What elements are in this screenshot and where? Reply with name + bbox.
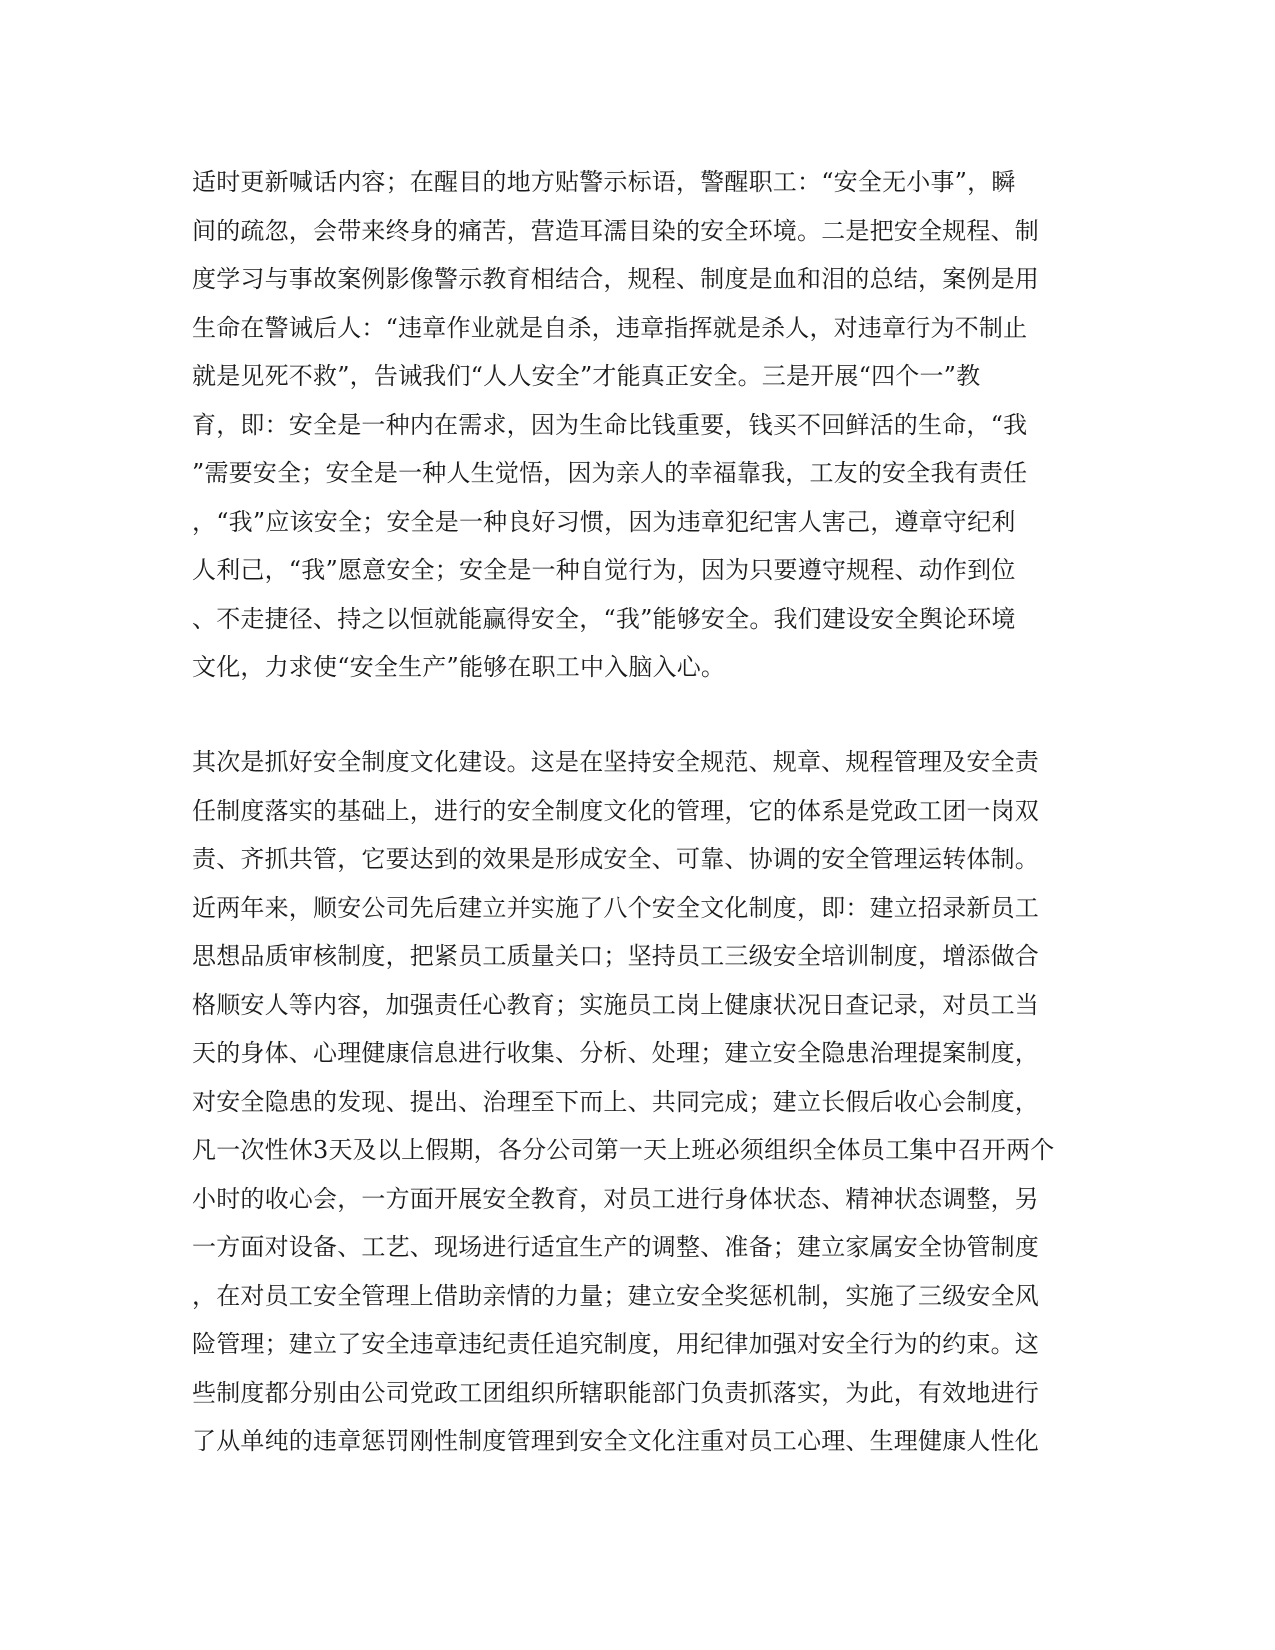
text-line: 近两年来，顺安公司先后建立并实施了八个安全文化制度，即：建立招录新员工 bbox=[192, 893, 1039, 922]
text-line: ，在对员工安全管理上借助亲情的力量；建立安全奖惩机制，实施了三级安全风 bbox=[192, 1281, 1039, 1310]
text-line: 其次是抓好安全制度文化建设。这是在坚持安全规范、规章、规程管理及安全责 bbox=[192, 748, 1039, 776]
text-line: ，“我”应该安全；安全是一种良好习惯，因为违章犯纪害人害己，遵章守纪利 bbox=[192, 507, 1016, 536]
text-line: 生命在警诫后人：“违章作业就是自杀，违章指挥就是杀人，对违章行为不制止 bbox=[192, 313, 1028, 342]
text-line: 一方面对设备、工艺、现场进行适宜生产的调整、准备；建立家属安全协管制度 bbox=[192, 1233, 1039, 1261]
paragraph-safety-public-opinion bbox=[192, 158, 1092, 692]
text-line: 育，即：安全是一种内在需求，因为生命比钱重要，钱买不回鲜活的生命，“我 bbox=[192, 410, 1028, 439]
text-line: 格顺安人等内容，加强责任心教育；实施员工岗上健康状况日查记录，对员工当 bbox=[192, 990, 1039, 1019]
text-line: 小时的收心会，一方面开展安全教育，对员工进行身体状态、精神状态调整，另 bbox=[192, 1184, 1039, 1213]
text-line: 思想品质审核制度，把紧员工质量关口；坚持员工三级安全培训制度，增添做合 bbox=[192, 942, 1039, 970]
text-line: 天的身体、心理健康信息进行收集、分析、处理；建立安全隐患治理提案制度， bbox=[192, 1039, 1039, 1067]
text-line: 凡一次性休3天及以上假期，各分公司第一天上班必须组织全体员工集中召开两个 bbox=[192, 1136, 1055, 1164]
text-line: 度学习与事故案例影像警示教育相结合，规程、制度是血和泪的总结，案例是用 bbox=[192, 265, 1039, 293]
text-line: 文化，力求使“安全生产”能够在职工中入脑入心。 bbox=[192, 653, 726, 681]
text-line: 人利己，“我”愿意安全；安全是一种自觉行为，因为只要遵守规程、动作到位 bbox=[192, 556, 1016, 584]
text-line: 间的疏忽，会带来终身的痛苦，营造耳濡目染的安全环境。二是把安全规程、制 bbox=[192, 216, 1039, 245]
text-line: 任制度落实的基础上，进行的安全制度文化的管理，它的体系是党政工团一岗双 bbox=[192, 796, 1039, 825]
text-line: 、不走捷径、持之以恒就能赢得安全，“我”能够安全。我们建设安全舆论环境 bbox=[192, 604, 1016, 633]
text-line: 对安全隐患的发现、提出、治理至下而上、共同完成；建立长假后收心会制度， bbox=[192, 1087, 1039, 1116]
text-line: 责、齐抓共管，它要达到的效果是形成安全、可靠、协调的安全管理运转体制。 bbox=[192, 845, 1039, 873]
text-line: 些制度都分别由公司党政工团组织所辖职能部门负责抓落实，为此，有效地进行 bbox=[192, 1378, 1039, 1407]
text-line: 了从单纯的违章惩罚刚性制度管理到安全文化注重对员工心理、生理健康人性化 bbox=[192, 1427, 1039, 1455]
text-line: 就是见死不救”，告诫我们“人人安全”才能真正安全。三是开展“四个一”教 bbox=[192, 362, 981, 390]
paragraph-safety-system-culture bbox=[192, 738, 1092, 1466]
text-line: 险管理；建立了安全违章违纪责任追究制度，用纪律加强对安全行为的约束。这 bbox=[192, 1330, 1039, 1358]
text-line: ”需要安全；安全是一种人生觉悟，因为亲人的幸福靠我，工友的安全我有责任 bbox=[192, 459, 1028, 487]
text-line: 适时更新喊话内容；在醒目的地方贴警示标语，警醒职工：“安全无小事”，瞬 bbox=[192, 168, 1016, 196]
